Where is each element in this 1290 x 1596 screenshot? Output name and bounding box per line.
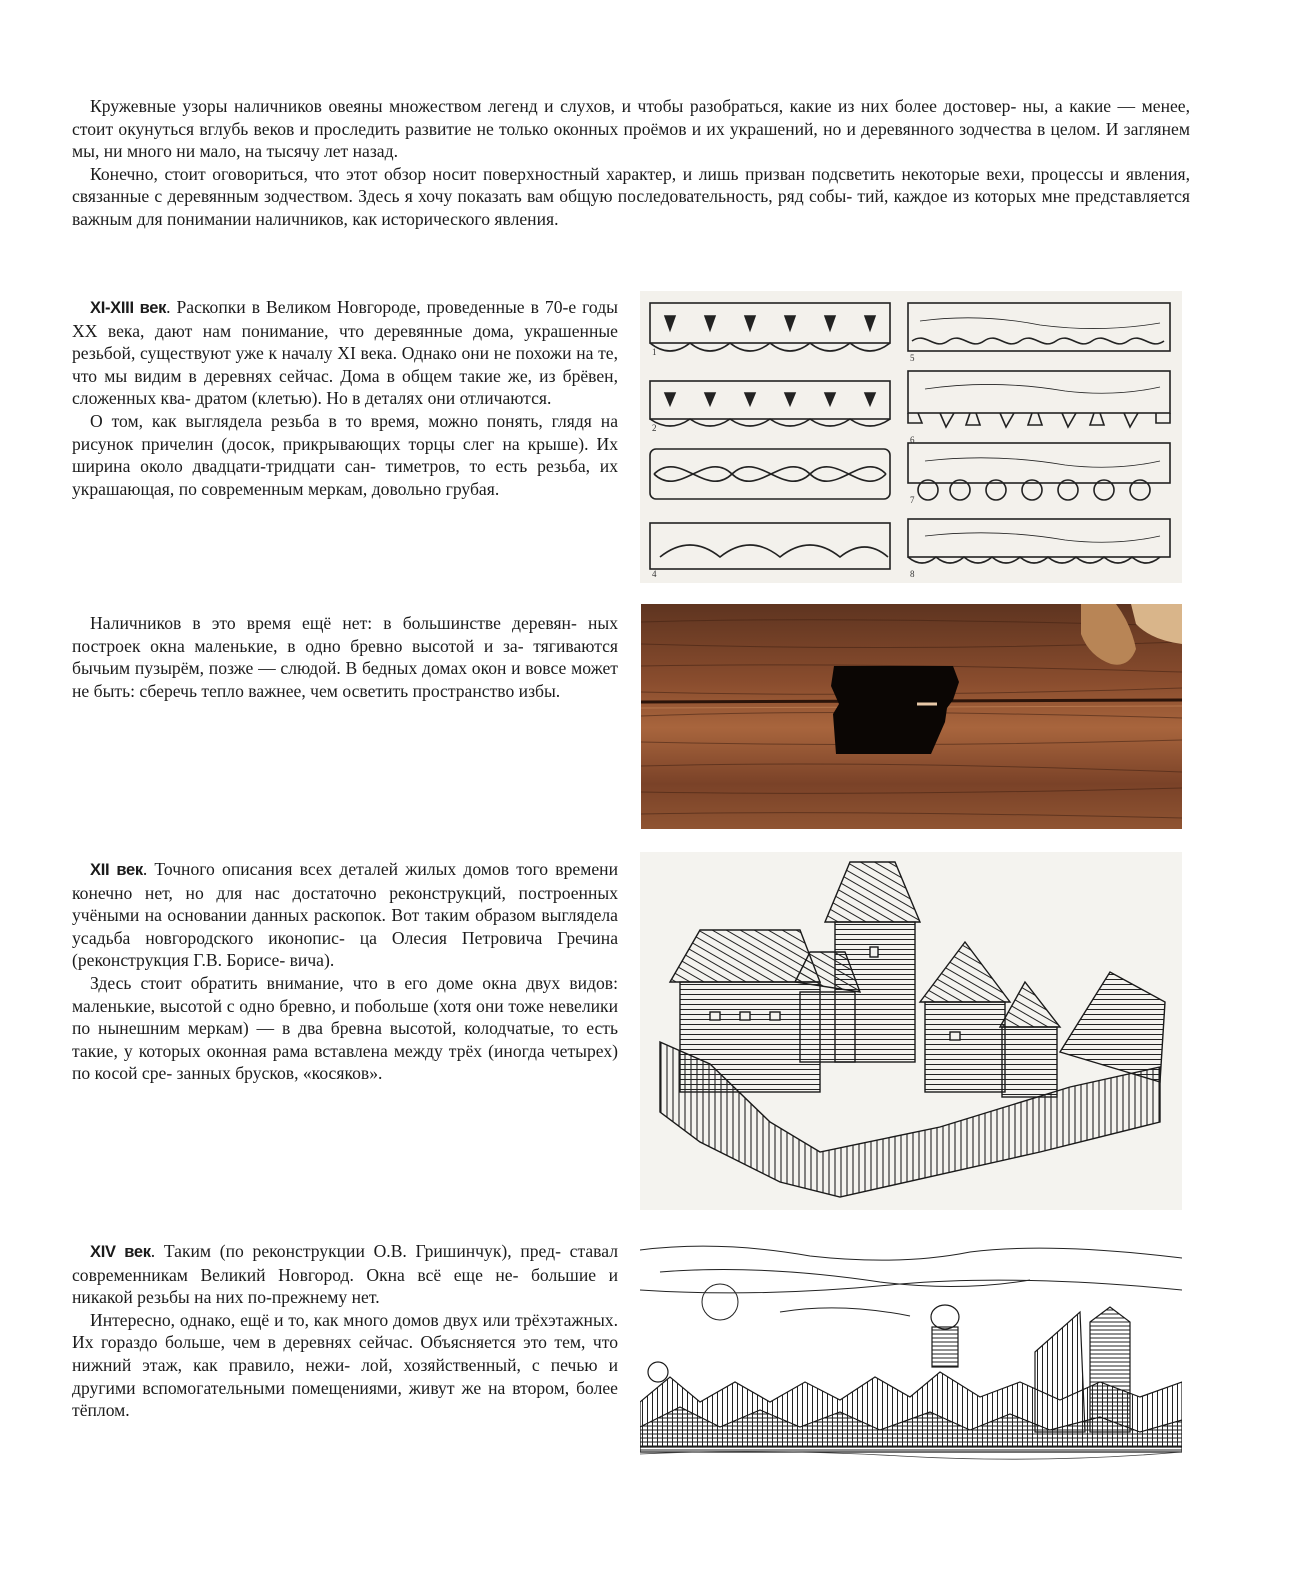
grechin-estate-reconstruction bbox=[640, 852, 1182, 1210]
prichelina-carvings-figure bbox=[640, 291, 1182, 583]
fig-label-8: 8 bbox=[910, 569, 915, 579]
prichelina-carvings-drawing bbox=[640, 291, 1182, 583]
novgorod-xiv-reconstruction bbox=[640, 1232, 1182, 1494]
section-no-nalichniki bbox=[72, 612, 618, 702]
fig-label-4: 4 bbox=[652, 569, 657, 579]
section-xi-xiii-paragraph-2: О том, как выглядела резьба в то время, можно понять, глядя на рисунок причелин (досок, прикрывающих торцы слег на крыше). Их ширина около двадцати-тридцати сан- тиметров, то есть резьба, их украшающая, по современным меркам, довольно грубая. bbox=[72, 410, 618, 499]
fig-label-6: 6 bbox=[910, 435, 915, 445]
section-xii-paragraph-1: XII век. Точного описания всех деталей жилых домов того времени конечно нет, но для нас достаточно реконструкций, построенных учёными на основании данных раскопок. Вот таким образом выглядела усадьба новгородского иконопис- ца Олесия Петровича Гречина (реконструкция Г.В. Борисе- вича). bbox=[72, 859, 618, 971]
intro-paragraph-2: Конечно, стоит оговориться, что этот обзор носит поверхностный характер, и лишь призван подсветить некоторые вехи, процессы и явления, связанные с деревянным зодчеством. Здесь я хочу показать вам общую последовательность, ряд собы- тий, каждое из которых мне представляется важным для понимании наличников, как исторического явления. bbox=[72, 163, 1190, 229]
section-xiv-paragraph-2: Интересно, однако, ещё и то, как много домов двух или трёхэтажных. Их гораздо больше, чем в деревнях сейчас. Объясняется это тем, что нижний этаж, как правило, нежи- лой, хозяйственный, с печью и другими вспомогательными помещениями, живут же на втором, более тёплом. bbox=[72, 1309, 618, 1421]
section-xi-xiii-heading: XI-XIII век bbox=[90, 299, 167, 317]
section-xi-xiii-paragraph-1: XI-XIII век. Раскопки в Великом Новгороде, проведенные в 70-е годы XX века, дают нам понимание, что деревянные дома, украшенные резьбой, существуют уже к началу XI века. Однако они не похожи на те, что мы видим в деревнях сейчас. Дома в общем такие же, из брёвен, сложенных ква- дратом (клетью). Но в деталях они отличаются. bbox=[72, 297, 618, 409]
section-xii-paragraph-2: Здесь стоит обратить внимание, что в его доме окна двух видов: маленькие, высотой с одно бревно, и побольше (хотя они тоже невелики по нынешним меркам) — в два бревна высотой, колодчатые, то есть такие, у которых оконная рама вставлена между трёх (иногда четырех) по косой сре- занных брусков, «косяков». bbox=[72, 972, 618, 1084]
section-xiv-heading: XIV век bbox=[90, 1243, 151, 1261]
novgorod-xiv-drawing bbox=[640, 1232, 1182, 1494]
intro-text bbox=[72, 95, 1190, 231]
log-wall-window-image bbox=[641, 604, 1182, 829]
section-xiv-paragraph-1: XIV век. Таким (по реконструкции О.В. Гришинчук), пред- ставал современникам Великий Новгород. Окна всё еще не- большие и никакой резьбы на них по-прежнему нет. bbox=[72, 1241, 618, 1308]
section-no-nalichniki-paragraph: Наличников в это время ещё нет: в большинстве деревян- ных построек окна маленькие, в одно бревно высотой и за- тягиваются бычьим пузырём, позже — слюдой. В бедных домах окон и вовсе может не быть: сберечь тепло важнее, чем осветить пространство избы. bbox=[72, 613, 618, 701]
section-xii-heading: XII век bbox=[90, 861, 143, 879]
fig-label-2: 2 bbox=[652, 423, 657, 433]
section-xii bbox=[72, 858, 618, 1085]
intro-paragraph-1: Кружевные узоры наличников овеяны множеством легенд и слухов, и чтобы разобраться, какие из них более достовер- ны, а какие — менее, стоит окунуться вглубь веков и проследить развитие не только оконных проёмов и их украшений, но и деревянного зодчества в целом. И заглянем мы, ни много ни мало, на тысячу лет назад. bbox=[72, 96, 1190, 162]
log-wall-window-photo bbox=[641, 604, 1182, 829]
fig-label-7: 7 bbox=[910, 495, 915, 505]
fig-label-1: 1 bbox=[652, 347, 657, 357]
fig-label-5: 5 bbox=[910, 353, 915, 363]
grechin-estate-drawing bbox=[640, 852, 1182, 1210]
section-xi-xiii bbox=[72, 296, 618, 500]
section-xiv bbox=[72, 1240, 618, 1422]
